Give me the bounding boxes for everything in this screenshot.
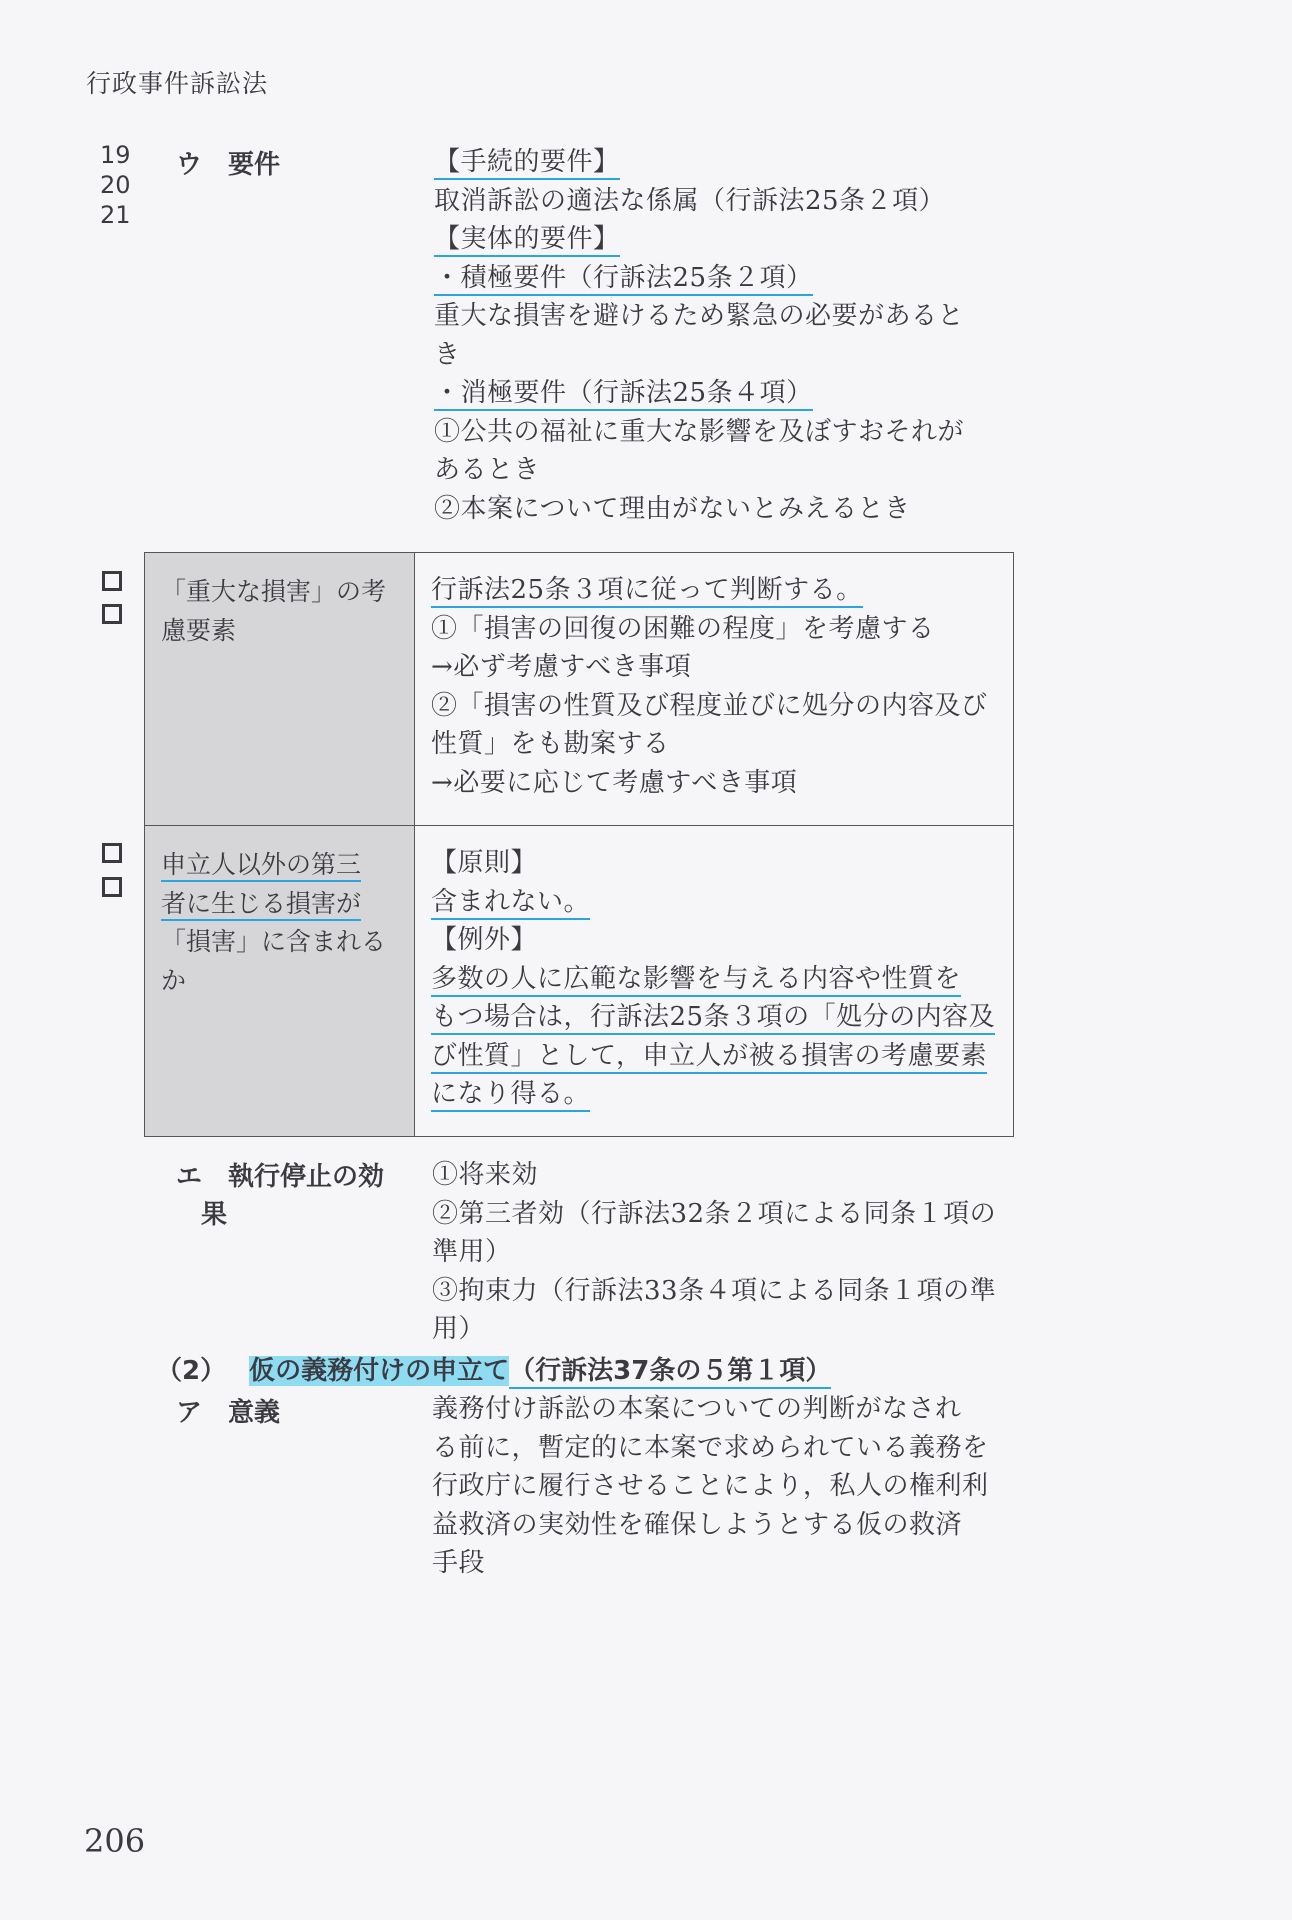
section-u-line: 【実体的要件】 [434,224,620,257]
section-u-line: 取消訴訟の適法な係属（行訴法25条２項） [434,185,946,216]
year: 20 [100,171,131,199]
summary-table [144,552,1014,1137]
review-checkbox[interactable] [102,571,122,591]
section-u-line: あるとき [434,455,541,485]
table-row-heading [145,553,415,825]
table-row-heading [145,826,415,1136]
section-a-label: ア 意義 [176,1398,281,1428]
content-line: 性質」をも勘案する [431,729,670,759]
content-line: →必要に応じて考慮すべき事項 [431,767,798,798]
label-line: エ 執行停止の効 [176,1162,385,1192]
heading-line: 申立人以外の第三 [161,850,361,882]
section-e-body [432,1156,1014,1349]
section-e-line: ③拘束力（行訴法33条４項による同条１項の準 [432,1275,997,1306]
heading-line: 者に生じる損害が [161,889,361,921]
content-line: 含まれない。 [431,887,590,920]
content-line: 行訴法25条３項に従って判断する。 [431,575,863,608]
section-a-line: 義務付け訴訟の本案についての判断がなされ [432,1394,962,1424]
section-e-line: 準用） [432,1237,512,1267]
section-e-label [176,1158,384,1234]
content-line: ②「損害の性質及び程度並びに処分の内容及び [431,690,988,721]
content-line: →必ず考慮すべき事項 [431,652,692,682]
heading-line: 「損害」に含まれる [161,927,387,956]
content-line: 多数の人に広範な影響を与える内容や性質を [431,964,961,997]
section-2-number: （2） [156,1356,227,1386]
section-u-line: ・積極要件（行訴法25条２項） [434,263,813,296]
review-checkbox[interactable] [102,877,122,897]
content-line: になり得る。 [431,1079,590,1112]
review-checkbox[interactable] [102,843,122,863]
section-2-ref: （行訴法37条の５第１項） [509,1356,831,1389]
exam-years [100,140,131,230]
year: 21 [100,201,131,229]
table-row [145,826,1013,1136]
section-u-line: 【手続的要件】 [434,147,620,180]
section-e-line: ②第三者効（行訴法32条２項による同条１項の [432,1198,997,1229]
heading-line: か [161,965,187,995]
section-2-heading [156,1350,831,1387]
table-row [145,553,1013,826]
section-u-line: 重大な損害を避けるため緊急の必要があると [434,301,965,331]
content-line: 【例外】 [431,925,538,955]
page-number: 206 [84,1822,146,1860]
section-u-line: ・消極要件（行訴法25条４項） [434,378,813,411]
year: 19 [100,141,131,169]
review-checkbox[interactable] [102,604,122,624]
section-a-line: る前に，暫定的に本案で求められている義務を [432,1432,989,1463]
section-a-line: 行政庁に履行させることにより，私人の権利利 [432,1471,989,1501]
section-u-label: ウ 要件 [176,150,281,180]
section-a-line: 手段 [432,1548,486,1578]
table-row-content [415,826,1013,1136]
section-u-line: ①公共の福祉に重大な影響を及ぼすおそれが [434,416,965,447]
heading-line: 「重大な損害」の考 [161,577,387,606]
content-line: もつ場合は，行訴法25条３項の「処分の内容及 [431,1002,995,1035]
section-a-body [432,1390,1014,1583]
section-u-line: き [434,339,461,370]
section-e-line: 用） [432,1314,486,1344]
content-line: び性質」として，申立人が被る損害の考慮要素 [431,1041,987,1074]
content-line: 【原則】 [431,848,538,878]
content-line: ①「損害の回復の困難の程度」を考慮する [431,613,935,644]
running-header: 行政事件訴訟法 [86,69,269,98]
section-a-line: 益救済の実効性を確保しようとする仮の救済 [432,1509,963,1540]
section-u-line: ②本案について理由がないとみえるとき [434,493,911,524]
section-e-line: ①将来効 [432,1160,539,1190]
section-2-title: 仮の義務付けの申立て [249,1356,510,1386]
label-line: 果 [201,1200,228,1230]
heading-line: 慮要素 [161,615,237,645]
table-row-content [415,553,1013,825]
section-u-body [434,143,1014,528]
